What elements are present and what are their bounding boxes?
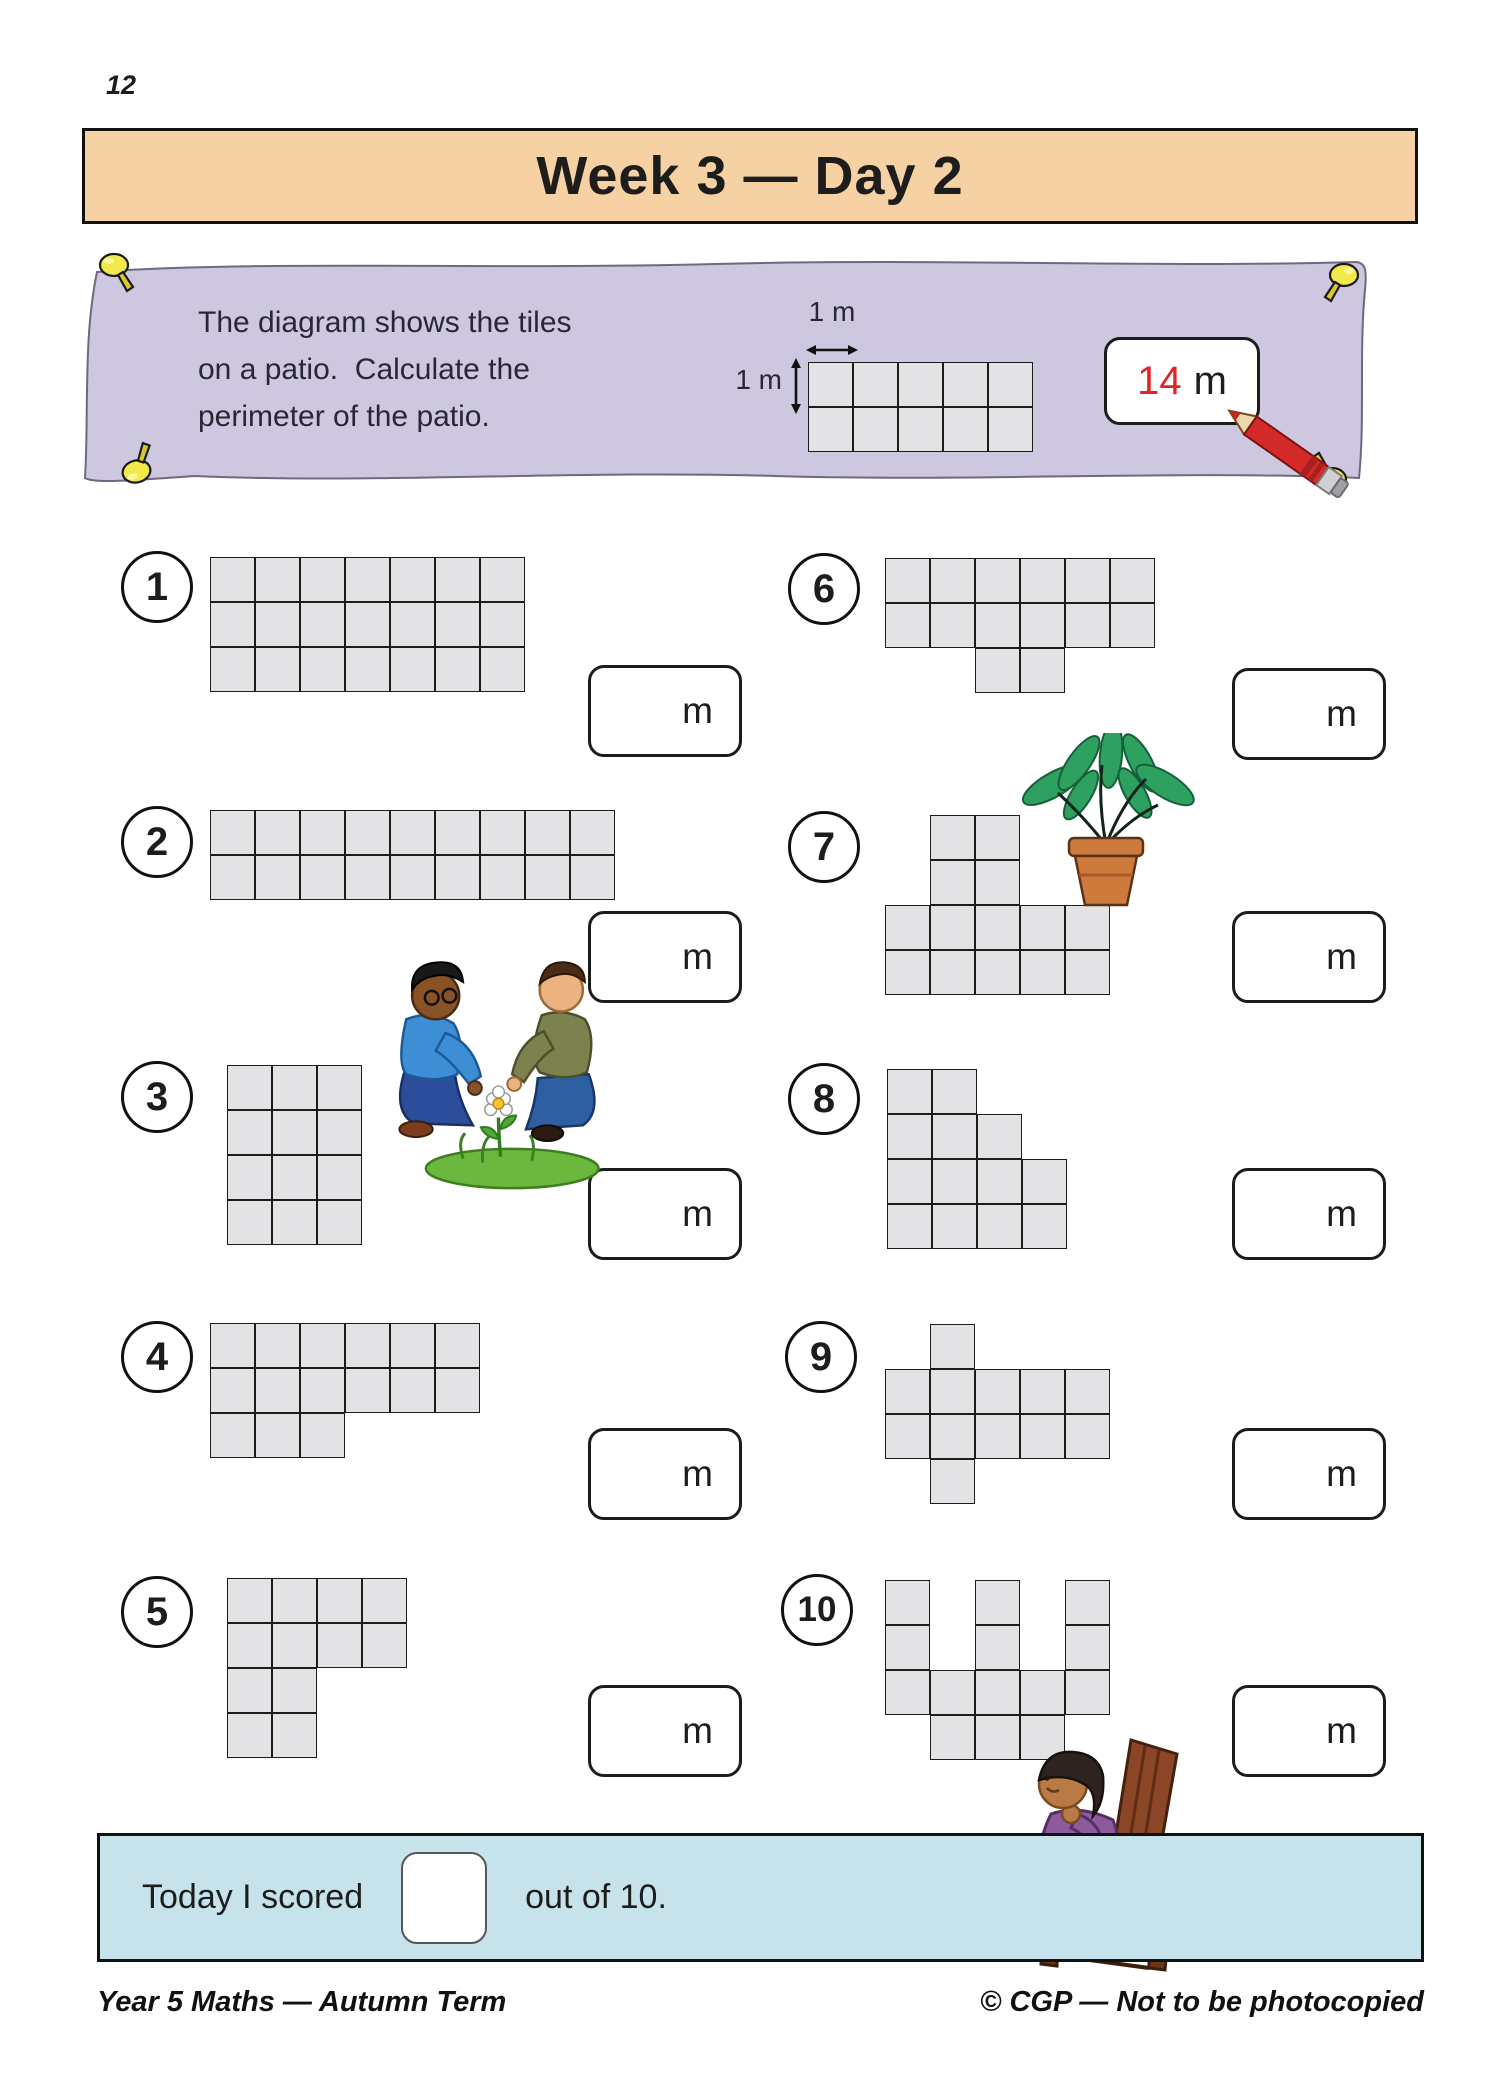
patio-tile (390, 602, 435, 647)
patio-tile (317, 1110, 362, 1155)
patio-tile (272, 1668, 317, 1713)
patio-tile (435, 1323, 480, 1368)
empty-cell (362, 1713, 407, 1758)
patio-tile (898, 362, 943, 407)
patio-tile (885, 1369, 930, 1414)
patio-tile (943, 407, 988, 452)
patio-tile (1065, 1670, 1110, 1715)
patio-tile (887, 1159, 932, 1204)
patio-tile (345, 1368, 390, 1413)
patio-tile (255, 1323, 300, 1368)
patio-tile (345, 602, 390, 647)
patio-tile (988, 362, 1033, 407)
patio-tile (1065, 950, 1110, 995)
empty-cell (1020, 1580, 1065, 1625)
score-strip (97, 1833, 1424, 1962)
empty-cell (1065, 648, 1110, 693)
patio-tile (345, 810, 390, 855)
patio-tile (210, 557, 255, 602)
patio-tile (435, 1368, 480, 1413)
pin-icon (94, 250, 140, 300)
answer-box-q9[interactable] (1232, 1428, 1386, 1520)
patio-tile (227, 1623, 272, 1668)
empty-cell (1020, 1324, 1065, 1369)
empty-cell (317, 1668, 362, 1713)
patio-tile (975, 648, 1020, 693)
patio-tile (525, 855, 570, 900)
patio-grid-q8 (887, 1069, 1067, 1249)
patio-tile (932, 1159, 977, 1204)
patio-tile (885, 1580, 930, 1625)
empty-cell (435, 1413, 480, 1458)
score-entry-box[interactable] (401, 1852, 487, 1944)
patio-tile (390, 647, 435, 692)
patio-tile (300, 557, 345, 602)
patio-tile (853, 407, 898, 452)
patio-tile (255, 1413, 300, 1458)
patio-tile (1020, 1414, 1065, 1459)
patio-tile (227, 1713, 272, 1758)
patio-tile (272, 1578, 317, 1623)
patio-tile (570, 855, 615, 900)
empty-cell (1022, 1069, 1067, 1114)
footer-copyright: © CGP — Not to be photocopied (980, 1986, 1424, 2018)
vertical-arrow-icon (788, 358, 804, 414)
patio-tile (1020, 1670, 1065, 1715)
patio-grid-q1 (210, 557, 525, 692)
patio-tile (975, 1414, 1020, 1459)
potted-plant-illustration (1015, 733, 1197, 910)
patio-tile (930, 905, 975, 950)
example-answer-value: 14 (1137, 358, 1182, 403)
patio-tile (885, 905, 930, 950)
patio-tile (930, 1414, 975, 1459)
empty-cell (885, 648, 930, 693)
page-title: Week 3 — Day 2 (536, 146, 964, 206)
patio-tile (272, 1200, 317, 1245)
patio-tile (885, 950, 930, 995)
patio-tile (300, 647, 345, 692)
patio-tile (435, 557, 480, 602)
question-number: 10 (781, 1574, 853, 1646)
patio-tile (300, 1413, 345, 1458)
patio-tile (255, 647, 300, 692)
patio-tile (390, 1323, 435, 1368)
patio-tile (435, 855, 480, 900)
patio-tile (975, 905, 1020, 950)
empty-cell (362, 1668, 407, 1713)
patio-grid-q9 (885, 1324, 1110, 1504)
patio-tile (1110, 603, 1155, 648)
patio-tile (210, 1368, 255, 1413)
example-patio-grid (808, 362, 1033, 452)
question-number: 4 (121, 1321, 193, 1393)
patio-tile (977, 1159, 1022, 1204)
patio-tile (1065, 1414, 1110, 1459)
patio-grid-q4 (210, 1323, 480, 1458)
patio-tile (317, 1065, 362, 1110)
patio-tile (255, 602, 300, 647)
patio-grid-q5 (227, 1578, 407, 1758)
instruction-line: on a patio. Calculate the (198, 353, 530, 386)
patio-tile (480, 647, 525, 692)
patio-tile (345, 647, 390, 692)
empty-cell (1065, 1459, 1110, 1504)
patio-tile (435, 602, 480, 647)
patio-tile (887, 1069, 932, 1114)
patio-tile (988, 407, 1033, 452)
patio-tile (525, 810, 570, 855)
patio-tile (932, 1114, 977, 1159)
patio-tile (255, 1368, 300, 1413)
patio-tile (227, 1578, 272, 1623)
unit-label: m (1326, 1193, 1357, 1234)
patio-tile (272, 1713, 317, 1758)
patio-tile (317, 1623, 362, 1668)
question-number: 3 (121, 1061, 193, 1133)
answer-box-q6[interactable] (1232, 668, 1386, 760)
patio-tile (390, 1368, 435, 1413)
patio-tile (975, 1369, 1020, 1414)
empty-cell (1020, 1625, 1065, 1670)
patio-tile (1020, 648, 1065, 693)
patio-tile (345, 855, 390, 900)
unit-label: m (1326, 693, 1357, 734)
answer-box-q10[interactable] (1232, 1685, 1386, 1777)
patio-tile (975, 815, 1020, 860)
patio-tile (975, 1670, 1020, 1715)
empty-cell (345, 1413, 390, 1458)
patio-tile (930, 1324, 975, 1369)
empty-cell (1110, 648, 1155, 693)
patio-tile (435, 810, 480, 855)
empty-cell (390, 1413, 435, 1458)
patio-tile (975, 1625, 1020, 1670)
patio-tile (300, 602, 345, 647)
patio-tile (932, 1069, 977, 1114)
answer-box-q1[interactable] (588, 665, 742, 757)
patio-tile (317, 1155, 362, 1200)
patio-tile (480, 855, 525, 900)
patio-tile (390, 810, 435, 855)
empty-cell (885, 1324, 930, 1369)
answer-box-q8[interactable] (1232, 1168, 1386, 1260)
patio-tile (362, 1578, 407, 1623)
patio-tile (1020, 603, 1065, 648)
question-number: 1 (121, 551, 193, 623)
patio-tile (975, 950, 1020, 995)
patio-tile (210, 602, 255, 647)
patio-tile (885, 1670, 930, 1715)
question-number: 7 (788, 811, 860, 883)
pin-icon (1318, 260, 1364, 310)
patio-tile (932, 1204, 977, 1249)
page-number: 12 (106, 70, 137, 100)
patio-grid-q2 (210, 810, 615, 900)
unit-label: m (682, 1453, 713, 1494)
patio-tile (943, 362, 988, 407)
patio-tile (885, 1414, 930, 1459)
question-number: 8 (788, 1063, 860, 1135)
patio-tile (317, 1578, 362, 1623)
patio-tile (887, 1114, 932, 1159)
empty-cell (930, 1580, 975, 1625)
unit-label: m (682, 1710, 713, 1751)
patio-tile (1065, 1625, 1110, 1670)
instruction-line: The diagram shows the tiles (198, 306, 572, 339)
patio-tile (300, 1323, 345, 1368)
answer-box-q5[interactable] (588, 1685, 742, 1777)
example-answer-unit: m (1193, 358, 1227, 403)
patio-tile (210, 810, 255, 855)
patio-tile (930, 1369, 975, 1414)
patio-tile (1110, 558, 1155, 603)
patio-grid-q3 (227, 1065, 362, 1245)
patio-tile (255, 557, 300, 602)
patio-tile (272, 1155, 317, 1200)
empty-cell (885, 1459, 930, 1504)
patio-tile (930, 1459, 975, 1504)
patio-tile (898, 407, 943, 452)
patio-tile (345, 557, 390, 602)
patio-tile (1022, 1204, 1067, 1249)
patio-tile (272, 1065, 317, 1110)
empty-cell (930, 648, 975, 693)
empty-cell (1020, 1459, 1065, 1504)
patio-tile (975, 558, 1020, 603)
patio-tile (390, 855, 435, 900)
patio-tile (1020, 558, 1065, 603)
empty-cell (1065, 1324, 1110, 1369)
patio-tile (930, 1670, 975, 1715)
patio-tile (435, 647, 480, 692)
patio-grid-q6 (885, 558, 1155, 693)
patio-tile (975, 860, 1020, 905)
empty-cell (977, 1069, 1022, 1114)
patio-tile (570, 810, 615, 855)
patio-tile (227, 1668, 272, 1713)
patio-tile (272, 1110, 317, 1155)
patio-tile (930, 860, 975, 905)
patio-tile (930, 558, 975, 603)
patio-tile (1020, 950, 1065, 995)
score-prefix: Today I scored (142, 1878, 364, 1916)
patio-tile (210, 1323, 255, 1368)
patio-tile (300, 1368, 345, 1413)
patio-tile (930, 950, 975, 995)
patio-tile (1022, 1159, 1067, 1204)
patio-tile (255, 810, 300, 855)
patio-tile (1065, 1580, 1110, 1625)
empty-cell (317, 1713, 362, 1758)
footer-series-title: Year 5 Maths — Autumn Term (97, 1986, 507, 2018)
patio-tile (210, 647, 255, 692)
unit-label: m (1326, 936, 1357, 977)
question-number: 2 (121, 806, 193, 878)
patio-tile (930, 603, 975, 648)
patio-tile (975, 1580, 1020, 1625)
unit-label: m (1326, 1453, 1357, 1494)
answer-box-q4[interactable] (588, 1428, 742, 1520)
patio-tile (1020, 905, 1065, 950)
patio-tile (480, 810, 525, 855)
answer-box-q7[interactable] (1232, 911, 1386, 1003)
score-suffix: out of 10. (525, 1878, 667, 1916)
empty-cell (1022, 1114, 1067, 1159)
patio-tile (977, 1114, 1022, 1159)
unit-label: m (682, 936, 713, 977)
patio-tile (977, 1204, 1022, 1249)
patio-tile (480, 602, 525, 647)
patio-tile (362, 1623, 407, 1668)
example-height-label: 1 m (735, 364, 782, 395)
empty-cell (885, 815, 930, 860)
patio-tile (1065, 558, 1110, 603)
empty-cell (885, 1715, 930, 1760)
patio-tile (345, 1323, 390, 1368)
patio-tile (227, 1200, 272, 1245)
patio-tile (255, 855, 300, 900)
empty-cell (930, 1625, 975, 1670)
patio-tile (1065, 603, 1110, 648)
patio-tile (272, 1623, 317, 1668)
gardeners-illustration (365, 925, 630, 1200)
question-number: 6 (788, 553, 860, 625)
patio-tile (808, 362, 853, 407)
patio-tile (885, 558, 930, 603)
patio-tile (808, 407, 853, 452)
patio-tile (853, 362, 898, 407)
question-number: 5 (121, 1576, 193, 1648)
unit-label: m (682, 690, 713, 731)
patio-tile (300, 855, 345, 900)
patio-tile (210, 1413, 255, 1458)
patio-tile (885, 603, 930, 648)
patio-tile (390, 557, 435, 602)
patio-tile (1020, 1369, 1065, 1414)
patio-tile (930, 815, 975, 860)
patio-tile (317, 1200, 362, 1245)
question-number: 9 (785, 1321, 857, 1393)
patio-tile (1065, 1369, 1110, 1414)
patio-tile (227, 1155, 272, 1200)
patio-tile (480, 557, 525, 602)
patio-tile (1065, 905, 1110, 950)
empty-cell (975, 1324, 1020, 1369)
horizontal-arrow-icon (806, 342, 858, 358)
unit-label: m (1326, 1710, 1357, 1751)
patio-tile (227, 1110, 272, 1155)
patio-tile (975, 603, 1020, 648)
empty-cell (885, 860, 930, 905)
instruction-line: perimeter of the patio. (198, 400, 490, 433)
unit-label: m (682, 1193, 713, 1234)
patio-tile (887, 1204, 932, 1249)
patio-tile (227, 1065, 272, 1110)
patio-tile (210, 855, 255, 900)
header-banner (82, 128, 1418, 224)
instruction-text (198, 299, 658, 440)
example-width-label: 1 m (808, 296, 856, 327)
patio-tile (885, 1625, 930, 1670)
empty-cell (975, 1459, 1020, 1504)
patio-tile (300, 810, 345, 855)
